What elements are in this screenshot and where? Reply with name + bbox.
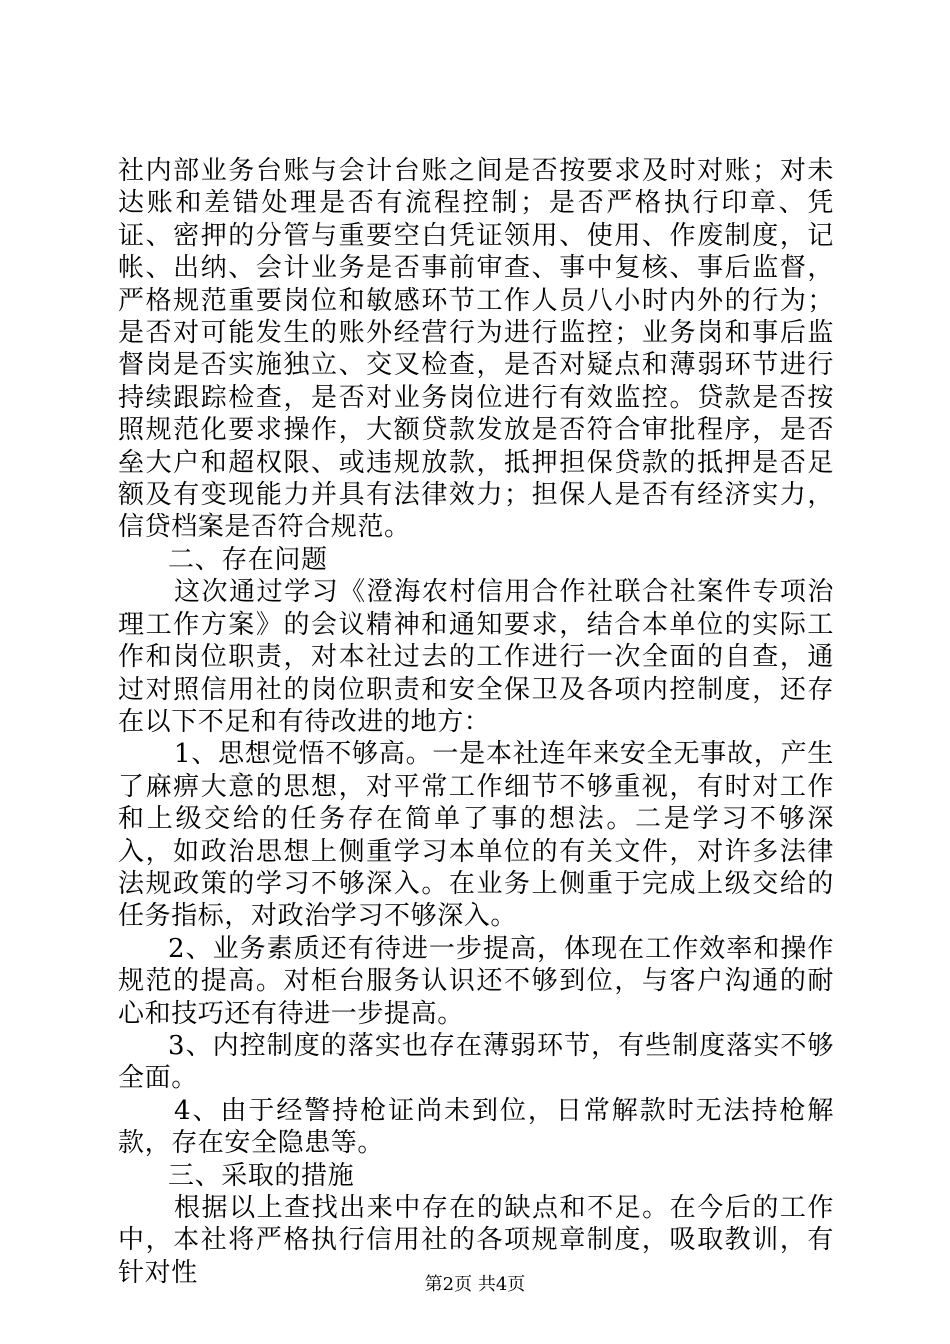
paragraph-self-inspection: 这次通过学习《澄海农村信用合作社联合社案件专项治理工作方案》的会议精神和通知要求，结合本单位的实际工作和岗位职责，对本社过去的工作进行一次全面的自查，通过对照信用社的岗位职责和安全保卫及各项内控制度，还存在以下不足和有待改进的地方： xyxy=(118,577,834,737)
paragraph-problem-4: 4、由于经警持枪证尚未到位，日常解款时无法持枪解款，存在安全隐患等。 xyxy=(118,1095,834,1159)
section-heading-measures: 三、采取的措施 xyxy=(168,1160,355,1191)
page-number-footer: 第2页 共4页 xyxy=(424,1274,526,1295)
paragraph-audit-checks: 社内部业务台账与会计台账之间是否按要求及时对账；对未达账和差错处理是否有流程控制；是否严格执行印章、凭证、密押的分管与重要空白凭证领用、使用、作废制度，记帐、出纳、会计业务是否事前审查、事中复核、事后监督，严格规范重要岗位和敏感环节工作人员八小时内外的行为；是否对可能发生的账外经营行为进行监控；业务岗和事后监督岗是否实施独立、交叉检查，是否对疑点和薄弱环节进行持续跟踪检查，是否对业务岗位进行有效监控。贷款是否按照规范化要求操作，大额贷款发放是否符合审批程序，是否垒大户和超权限、或违规放款，抵押担保贷款的抵押是否足额及有变现能力并具有法律效力；担保人是否有经济实力，信贷档案是否符合规范。 xyxy=(118,156,834,543)
paragraph-problem-3: 3、内控制度的落实也存在薄弱环节，有些制度落实不够全面。 xyxy=(118,1030,834,1094)
section-heading-problems: 二、存在问题 xyxy=(168,544,328,575)
document-body xyxy=(118,155,834,1289)
paragraph-problem-2: 2、业务素质还有待进一步提高，体现在工作效率和操作规范的提高。对柜台服务认识还不够到位，与客户沟通的耐心和技巧还有待进一步提高。 xyxy=(118,933,834,1029)
paragraph-problem-1: 1、思想觉悟不够高。一是本社连年来安全无事故，产生了麻痹大意的思想，对平常工作细节不够重视，有时对工作和上级交给的任务存在简单了事的想法。二是学习不够深入，如政治思想上侧重学习本单位的有关文件，对许多法律法规政策的学习不够深入。在业务上侧重于完成上级交给的任务指标，对政治学习不够深入。 xyxy=(118,739,834,932)
paragraph-measures: 根据以上查找出来中存在的缺点和不足。在今后的工作中，本社将严格执行信用社的各项规章制度，吸取教训，有针对性 xyxy=(118,1193,834,1288)
